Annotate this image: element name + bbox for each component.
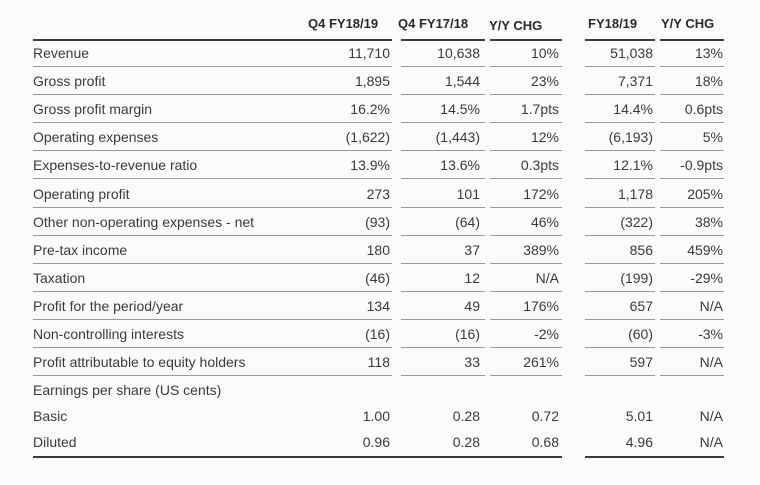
cell-yoy-quarter: -2% [534,326,559,342]
cell-yoy-quarter: 10% [530,45,559,61]
row-divider [401,150,485,151]
row-divider [490,291,562,292]
row-divider [660,94,724,95]
row-divider [33,319,309,320]
row-label: Operating expenses [33,129,159,145]
cell-yoy-year: 5% [702,129,723,145]
cell-q4-fy1819: 180 [366,242,390,258]
cell-q4-fy1718: 1,544 [444,73,480,89]
row-divider [585,235,655,236]
header-rule-yoy-quarter [490,39,562,41]
footer-rule-left [33,456,562,458]
row-divider [33,122,309,123]
header-rule-yoy-year [660,39,724,41]
cell-fy1819: 7,371 [617,73,653,89]
eps-row-label: Diluted [33,434,77,450]
row-divider [490,375,562,376]
row-divider [309,291,392,292]
row-divider [585,66,655,67]
cell-fy1819: 657 [629,298,653,314]
cell-yoy-year: N/A [699,298,723,314]
row-divider [33,291,309,292]
row-divider [33,150,309,151]
row-label: Taxation [33,270,86,286]
cell-q4-fy1718: 0.28 [452,408,480,424]
cell-q4-fy1819: 134 [366,298,390,314]
row-divider [33,375,309,376]
row-label: Non-controlling interests [33,326,184,342]
cell-q4-fy1718: 37 [464,242,480,258]
header-rule-q4-fy1718 [401,39,485,41]
row-divider [401,235,485,236]
row-divider [660,291,724,292]
row-divider [585,122,655,123]
row-label: Pre-tax income [33,242,128,258]
cell-yoy-quarter: N/A [535,270,559,286]
row-divider [401,122,485,123]
cell-yoy-quarter: 0.72 [531,408,559,424]
cell-fy1819: 597 [629,354,653,370]
row-divider [309,66,392,67]
cell-yoy-year: -3% [698,326,723,342]
cell-yoy-year: 205% [687,186,723,202]
cell-yoy-year: N/A [699,354,723,370]
header-fy1819: FY18/19 [588,16,638,31]
cell-q4-fy1718: 101 [456,186,480,202]
row-divider [33,178,309,179]
row-divider [585,319,655,320]
row-divider [309,319,392,320]
cell-fy1819: 5.01 [625,408,653,424]
row-divider [401,178,485,179]
row-divider [401,291,485,292]
row-label: Profit attributable to equity holders [33,354,246,370]
cell-q4-fy1819: (93) [365,214,390,230]
header-rule-q4-fy1819 [309,39,392,41]
cell-q4-fy1718: (16) [455,326,480,342]
cell-q4-fy1718: (64) [455,214,480,230]
row-divider [33,235,309,236]
header-yoy-chg-year: Y/Y CHG [661,16,715,31]
row-divider [401,207,485,208]
cell-yoy-quarter: 172% [523,186,559,202]
cell-yoy-quarter: 176% [523,298,559,314]
cell-yoy-year: 18% [694,73,723,89]
row-divider [490,263,562,264]
cell-q4-fy1819: 13.9% [350,157,390,173]
row-divider [660,347,724,348]
row-divider [585,178,655,179]
cell-yoy-year: 0.6pts [684,101,723,117]
footer-rule-right [585,456,724,458]
cell-yoy-quarter: 261% [523,354,559,370]
cell-fy1819: 4.96 [625,434,653,450]
cell-fy1819: (199) [620,270,653,286]
cell-yoy-year: 13% [694,45,723,61]
cell-q4-fy1718: 12 [464,270,480,286]
row-divider [585,263,655,264]
row-divider [660,375,724,376]
cell-fy1819: 14.4% [613,101,653,117]
cell-q4-fy1819: 118 [367,354,390,370]
header-yoy-chg-quarter: Y/Y CHG [489,18,543,33]
row-divider [490,150,562,151]
row-divider [309,122,392,123]
row-divider [585,207,655,208]
row-divider [309,235,392,236]
row-divider [309,207,392,208]
header-q4-fy1718: Q4 FY17/18 [398,16,469,31]
cell-q4-fy1819: (1,622) [345,129,390,145]
cell-fy1819: (322) [620,214,653,230]
row-divider [309,375,392,376]
row-divider [585,94,655,95]
cell-q4-fy1718: 13.6% [440,157,480,173]
header-q4-fy1819: Q4 FY18/19 [308,16,379,31]
cell-yoy-quarter: 0.3pts [520,157,559,173]
cell-q4-fy1819: 1,895 [354,73,390,89]
cell-q4-fy1819: 0.96 [362,434,390,450]
cell-q4-fy1819: (16) [365,326,390,342]
row-divider [490,178,562,179]
row-divider [33,66,309,67]
cell-fy1819: (60) [628,326,653,342]
cell-fy1819: 856 [629,242,653,258]
cell-yoy-quarter: 389% [523,242,559,258]
row-divider [660,150,724,151]
row-divider [401,347,485,348]
cell-q4-fy1718: (1,443) [435,129,480,145]
row-divider [309,263,392,264]
row-divider [309,94,392,95]
row-divider [490,235,562,236]
row-label: Profit for the period/year [33,298,184,314]
cell-q4-fy1819: 1.00 [362,408,390,424]
cell-yoy-quarter: 12% [530,129,559,145]
row-divider [490,122,562,123]
cell-yoy-year: -0.9pts [680,157,723,173]
row-divider [490,94,562,95]
cell-yoy-quarter: 23% [530,73,559,89]
row-divider [660,66,724,67]
cell-q4-fy1819: 273 [366,186,390,202]
row-divider [490,319,562,320]
cell-yoy-year: N/A [699,408,723,424]
row-label: Gross profit margin [33,101,153,117]
cell-yoy-year: 38% [694,214,723,230]
cell-yoy-year: N/A [699,434,723,450]
row-divider [660,178,724,179]
row-divider [585,291,655,292]
row-divider [490,207,562,208]
cell-q4-fy1718: 49 [464,298,480,314]
cell-q4-fy1819: 16.2% [350,101,390,117]
cell-q4-fy1718: 33 [464,354,480,370]
row-divider [401,375,485,376]
row-divider [585,347,655,348]
row-divider [401,263,485,264]
cell-fy1819: 1,178 [617,186,653,202]
cell-q4-fy1718: 0.28 [452,434,480,450]
row-divider [309,178,392,179]
row-divider [401,66,485,67]
row-divider [490,347,562,348]
cell-yoy-quarter: 46% [530,214,559,230]
row-divider [401,319,485,320]
cell-fy1819: 12.1% [613,157,653,173]
cell-yoy-quarter: 0.68 [531,434,559,450]
cell-yoy-quarter: 1.7pts [520,101,559,117]
cell-q4-fy1819: 11,710 [348,45,390,61]
row-divider [309,150,392,151]
row-divider [33,347,309,348]
cell-q4-fy1718: 14.5% [440,101,480,117]
header-rule-fy1819 [585,39,655,41]
row-divider [660,207,724,208]
row-divider [585,150,655,151]
row-label: Operating profit [33,186,130,202]
header-rule-left [33,39,309,41]
cell-fy1819: (6,193) [608,129,653,145]
row-divider [33,94,309,95]
cell-q4-fy1718: 10,638 [437,45,480,61]
row-divider [660,319,724,320]
row-label: Other non-operating expenses - net [33,214,255,230]
row-divider [490,66,562,67]
row-divider [401,94,485,95]
row-divider [660,235,724,236]
row-label: Revenue [33,45,90,61]
row-label: Gross profit [33,73,106,89]
row-divider [309,347,392,348]
row-divider [585,375,655,376]
cell-fy1819: 51,038 [610,45,653,61]
cell-q4-fy1819: (46) [365,270,390,286]
row-divider [33,263,309,264]
eps-heading: Earnings per share (US cents) [33,382,222,398]
row-label: Expenses-to-revenue ratio [33,157,198,173]
eps-row-label: Basic [33,408,68,424]
cell-yoy-year: 459% [687,242,723,258]
row-divider [33,207,309,208]
cell-yoy-year: -29% [690,270,723,286]
row-divider [660,122,724,123]
row-divider [660,263,724,264]
